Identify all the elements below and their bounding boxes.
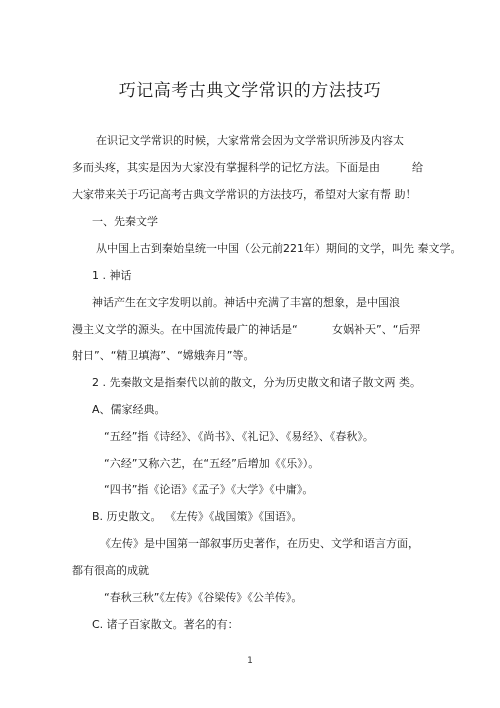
paragraph-line: 神话产生在文字发明以前。神话中充满了丰富的想象，是中国浪: [92, 296, 400, 309]
list-heading: A、儒家经典。: [92, 403, 166, 416]
paragraph-line: 在识记文学常识的时候，大家常常会因为文学常识所涉及内容太: [96, 134, 404, 147]
paragraph-line: 都有很高的成就: [72, 564, 149, 577]
list-item: “五经”指《诗经》、《尚书》、《礼记》、《易经》、《春秋》。: [104, 430, 374, 443]
list-item: “六经”又称六艺，在“五经”后增加《《乐》）。: [104, 457, 320, 470]
paragraph-line: 从中国上古到秦始皇统一中国（公元前221年）期间的文学，叫先 秦文学。: [96, 242, 462, 255]
subsection-heading: 2 . 先秦散文是指秦代以前的散文，分为历史散文和诸子散文两 类。: [92, 376, 421, 389]
list-heading: B. 历史散文。 《左传》《战国策》《国语》。: [92, 510, 303, 523]
list-heading: C. 诸子百家散文。著名的有：: [92, 618, 239, 631]
paragraph-line: 给: [412, 161, 423, 174]
document-title: 巧记高考古典文学常识的方法技巧: [118, 81, 382, 101]
paragraph-line: 《左传》是中国第一部叙事历史著作，在历史、文学和语言方面，: [100, 537, 419, 550]
paragraph-line: 射日”、“精卫填海”、“嫦娥奔月”等。: [72, 349, 255, 362]
paragraph-line: 漫主义文学的源头。在中国流传最广的神话是“: [72, 323, 298, 336]
section-heading: 一、先秦文学: [92, 215, 158, 228]
paragraph-line: 多而头疼，其实是因为大家没有掌握科学的记忆方法。下面是由: [72, 161, 380, 174]
paragraph-line: 女娲补天”、“后羿: [332, 323, 421, 336]
subsection-heading: 1 . 神话: [92, 269, 132, 282]
page-number: 1: [247, 656, 253, 666]
list-item: “四书”指《论语》《孟子》《大学》《中庸》。: [104, 483, 314, 496]
list-item: “春秋三秋”《左传》《谷梁传》《公羊传》。: [104, 591, 303, 604]
paragraph-line: 大家带来关于巧记高考古典文学常识的方法技巧，希望对大家有帮 助！: [72, 188, 417, 201]
